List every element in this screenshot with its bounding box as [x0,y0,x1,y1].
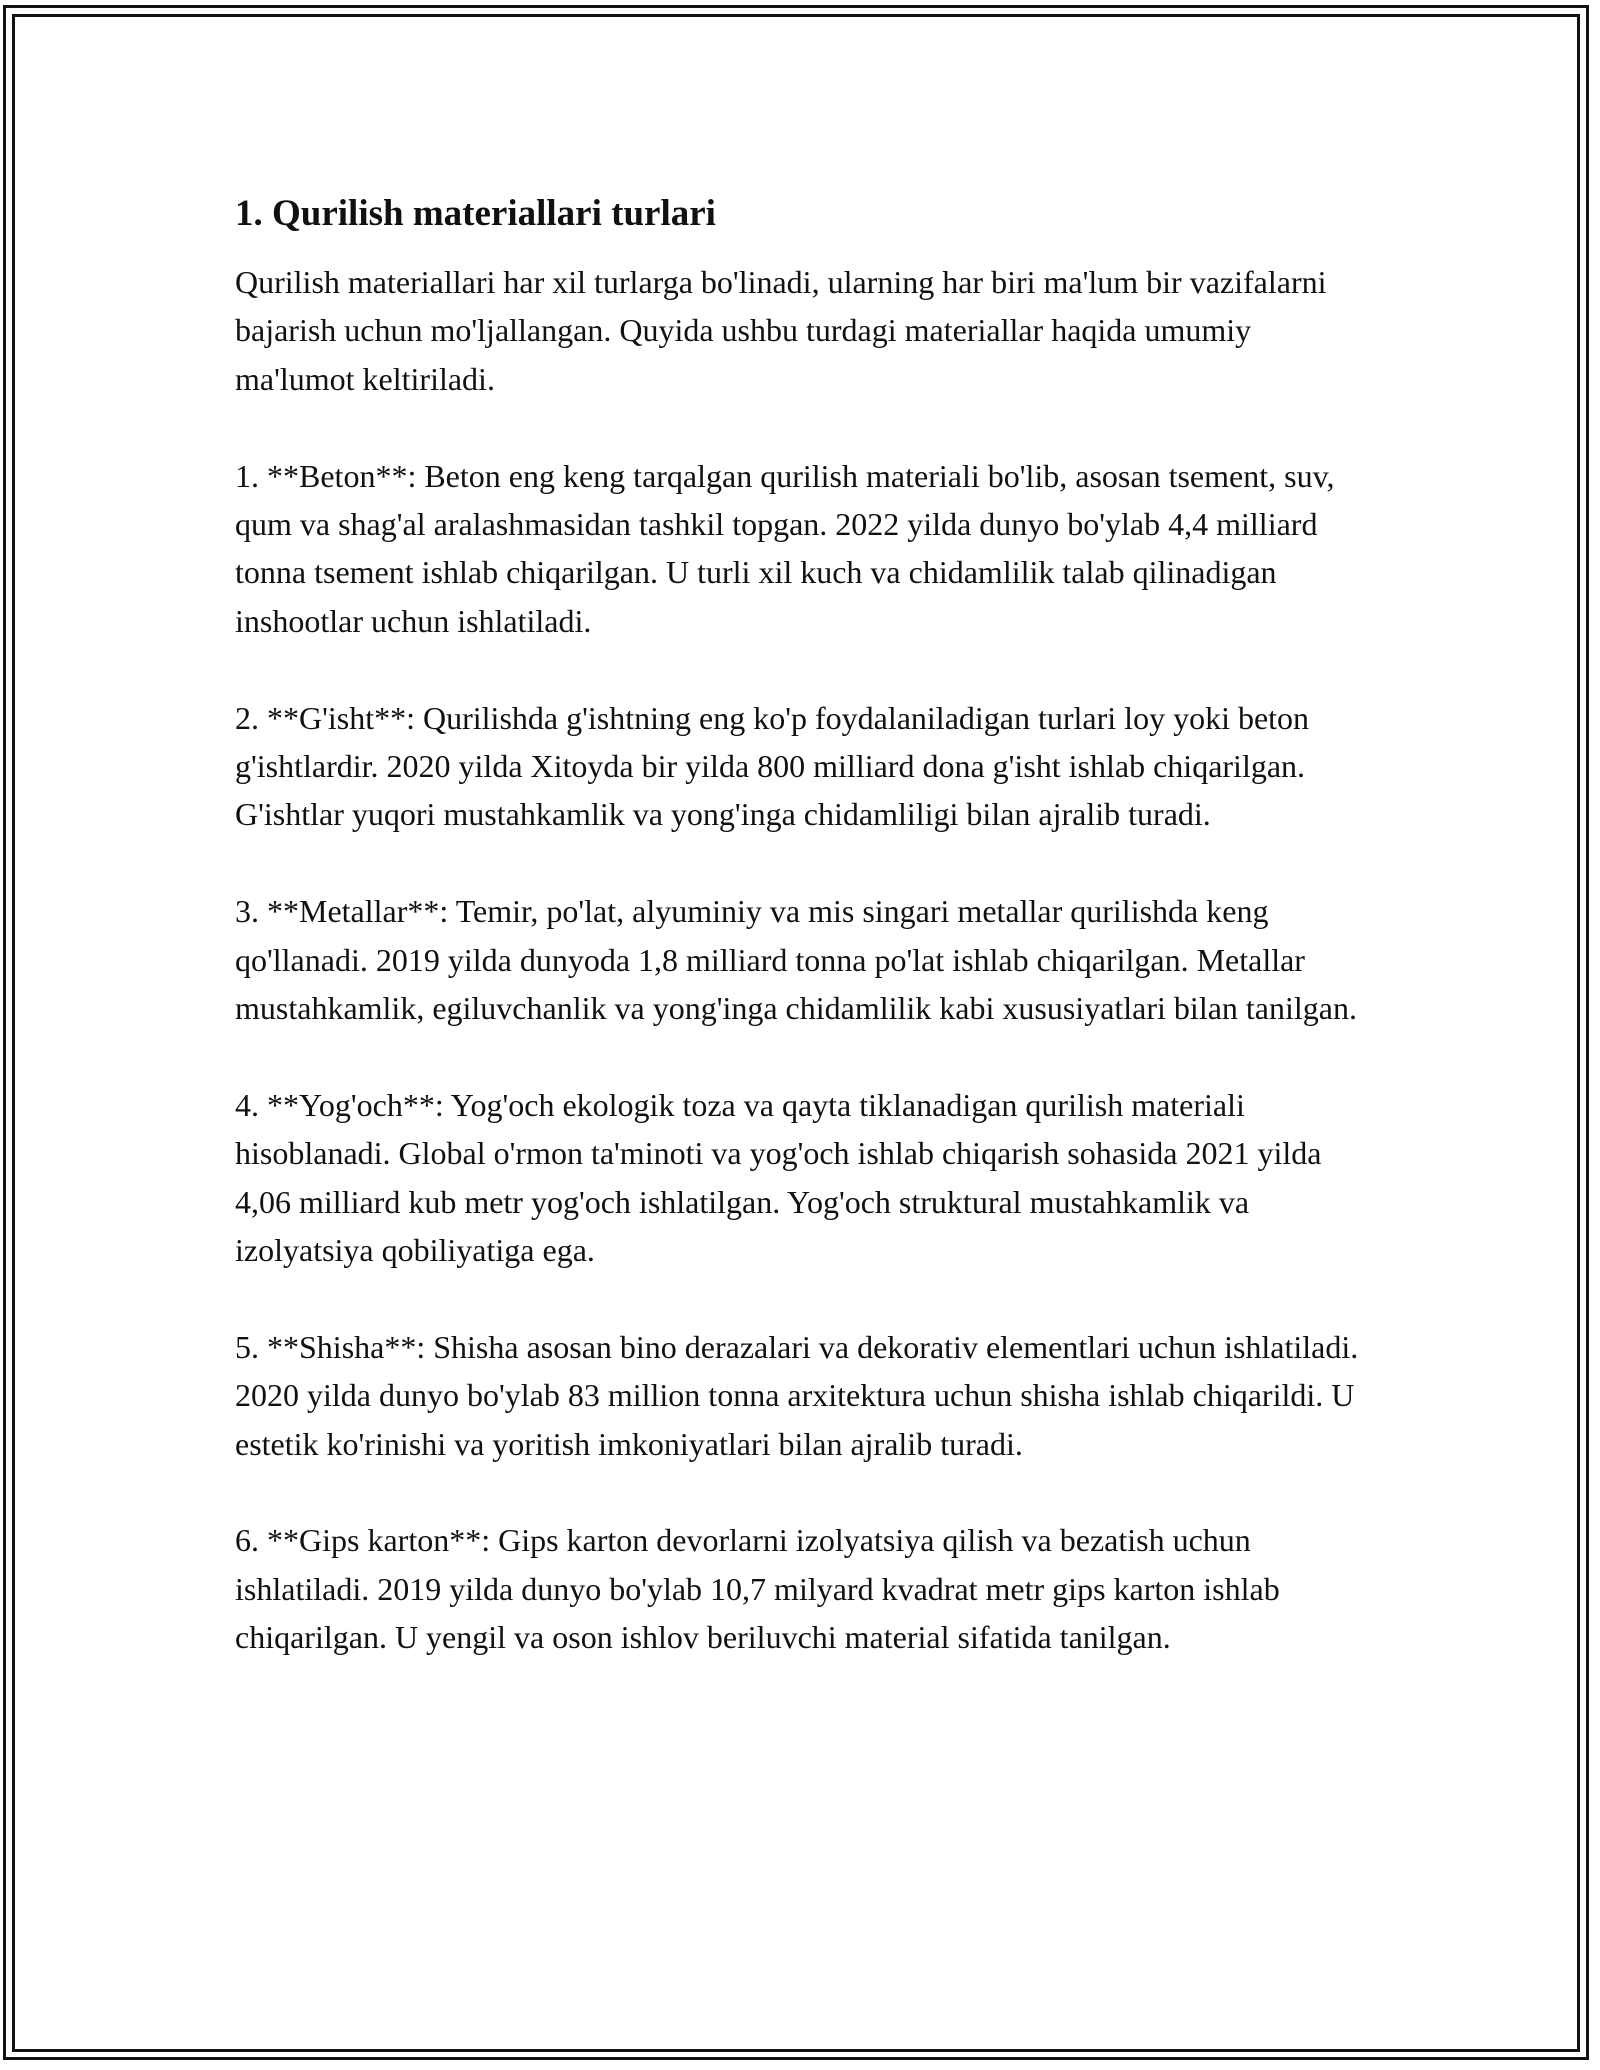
paragraph-metallar: 3. **Metallar**: Temir, po'lat, alyuminiy va mis singari metallar qurilishda keng qo'llanadi. 2019 yilda dunyoda 1,8 milliard tonna po'lat ishlab chiqarilgan. Metallar mustahkamlik, egiluvchanlik va yong'inga chidamlilik kabi xususiyatlari bilan tanilgan. [235,893,1357,1027]
intro-paragraph: Qurilish materiallari har xil turlarga bo'linadi, ularning har biri ma'lum bir vazifalarni bajarish uchun mo'ljallangan. Quyida ushbu turdagi materiallar haqida umumiy ma'lumot keltiriladi. [235,264,1327,397]
paragraph-gisht: 2. **G'isht**: Qurilishda g'ishtning eng ko'p foydalaniladigan turlari loy yoki beton g'ishtlardir. 2020 yilda Xitoyda bir yilda 800 milliard dona g'isht ishlab chiqarilgan. G'ishtlar yuqori mustahkamlik va yong'inga chidamliligi bilan ajralib turadi. [235,699,1310,833]
paragraph-beton: 1. **Beton**: Beton eng keng tarqalgan qurilish materiali bo'lib, asosan tsement, suv, qum va shag'al aralashmasidan tashkil topgan. 2022 yilda dunyo bo'ylab 4,4 milliard tonna tsement ishlab chiqarilgan. U turli xil kuch va chidamlilik talab qilinadigan inshootlar uchun ishlatiladi. [235,457,1335,639]
paragraph-yogoch: 4. **Yog'och**: Yog'och ekologik toza va qayta tiklanadigan qurilish materiali hisoblanadi. Global o'rmon ta'minoti va yog'och ishlab chiqarish sohasida 2021 yilda 4,06 milliard kub metr yog'och ishlatilgan. Yog'och struktural mustahkamlik va izolyatsiya qobiliyatiga ega. [235,1086,1322,1269]
document-body [235,190,1365,1710]
section-heading: 1. Qurilish materiallari turlari [235,193,716,234]
paragraph-shisha: 5. **Shisha**: Shisha asosan bino derazalari va dekorativ elementlari uchun ishlatiladi. 2020 yilda dunyo bo'ylab 83 million tonna arxitektura uchun shisha ishlab chiqarildi. U estetik ko'rinishi va yoritish imkoniyatlari bilan ajralib turadi. [235,1328,1359,1462]
paragraph-gips-karton: 6. **Gips karton**: Gips karton devorlarni izolyatsiya qilish va bezatish uchun ishlatiladi. 2019 yilda dunyo bo'ylab 10,7 milyard kvadrat metr gips karton ishlab chiqarilgan. U yengil va oson ishlov beriluvchi material sifatida tanilgan. [235,1522,1280,1656]
